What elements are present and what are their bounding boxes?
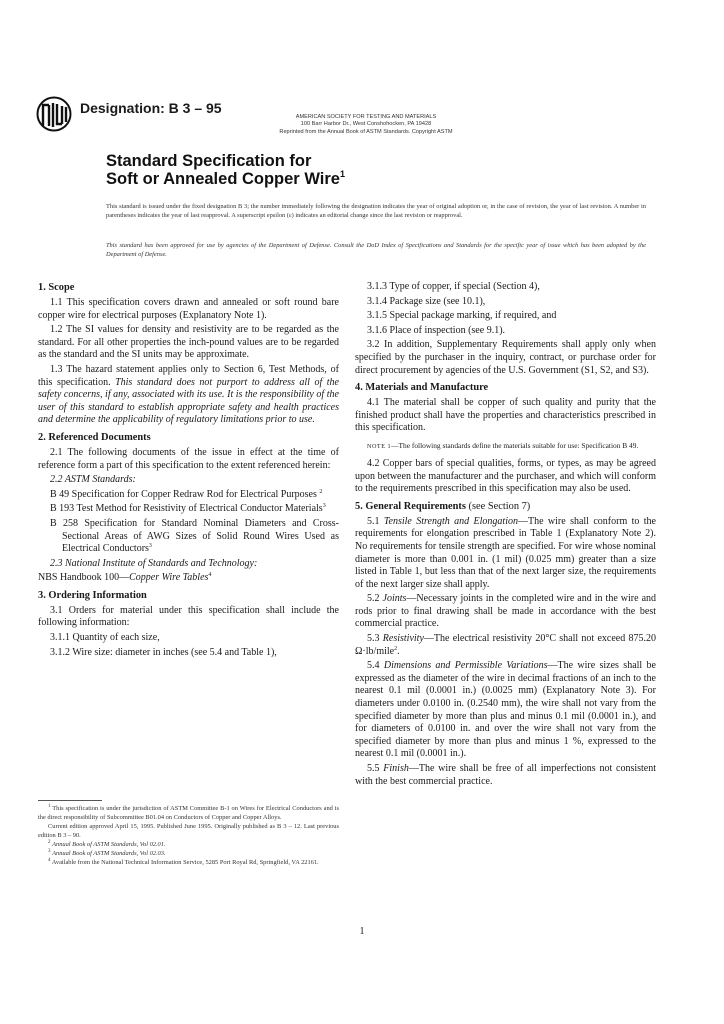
nbs-footnote-ref: 4 — [208, 572, 212, 579]
left-column — [38, 281, 339, 661]
nbs-handbook-label: NBS Handbook 100— — [38, 572, 130, 584]
paragraph-4-2: 4.2 Copper bars of special qualities, forms, or types, as may be agreed upon between the manufacturer and the purchaser, and which will conform to the requirements prescribed in this specification may also be used. — [355, 457, 656, 495]
paragraph-2-3: 2.3 National Institute of Standards and Technology: — [50, 557, 258, 569]
paragraph-3-1-6: 3.1.6 Place of inspection (see 9.1). — [367, 324, 506, 336]
paragraph-5-5 — [355, 763, 656, 788]
publisher-copyright: Reprinted from the Annual Book of ASTM Standards. Copyright ASTM — [279, 128, 453, 135]
footnote-3-text: Annual Book of ASTM Standards, Vol 02.03. — [52, 850, 166, 857]
paragraph-3-1-2: 3.1.2 Wire size: diameter in inches (see 5.4 and Table 1), — [50, 646, 277, 658]
paragraph-5-2-label: 5.2 — [367, 593, 383, 605]
paragraph-1-1: 1.1 This specification covers drawn and annealed or soft round bare copper wire for electrical purposes (Explanatory Note 1). — [38, 297, 339, 321]
reference-b49-text: B 49 Specification for Copper Redraw Rod for Electrical Purposes — [50, 488, 317, 500]
section-heading-scope: 1. Scope — [38, 282, 75, 293]
nbs-handbook-title: Copper Wire Tables — [129, 572, 209, 584]
paragraph-1-3-text: 1.3 The hazard statement applies only to Section 6, Test Methods, of this specification. — [38, 363, 339, 388]
paragraph-5-5-title: Finish — [383, 763, 409, 774]
paragraph-4-1: 4.1 The material shall be copper of such quality and purity that the finished product shall have the properties and characteristics prescribed in this specification. — [355, 397, 656, 434]
paragraph-3-1-4: 3.1.4 Package size (see 10.1), — [367, 295, 486, 307]
paragraph-5-5-label: 5.5 — [367, 763, 384, 774]
paragraph-5-4-text: —The wire sizes shall be expressed as the diameter of the wire in decimal fractions of an inch to the nearest 0.1 mil (0.0001 in.) (0.0025 mm) (Explanatory Note 3). For diameters under 0.0100 in. (0.2540 mm), the wire shall not vary from the specified diameter by more than plus and minus 0.1 mil (0.0001 in.), and for diameters of 0.0100 in. and over the wire shall not vary from the specified diameter by more than plus and minus 1 %, expressed to the nearest 0.1 mil (0.0001 in.). — [355, 660, 656, 760]
footnote-2: $^2$ Annual Book of ASTM Standards, Vol 02.01. — [48, 840, 166, 848]
paragraph-3-1-5: 3.1.5 Special package marking, if required, and — [367, 310, 557, 322]
reference-b193-footnote-ref: 3 — [322, 503, 326, 510]
paragraph-5-3-end: . — [397, 645, 400, 657]
safety-statement: This standard does not purport to address all of the safety concerns, if any, associated with its use. It is the responsibility of the user of this standard to establish appropriate safety and health practices and determine the applicability of regulatory limitations prior to use. — [38, 376, 339, 426]
paragraph-3-1-1: 3.1.1 Quantity of each size, — [50, 632, 160, 644]
general-requirements-ref: (see Section 7) — [465, 500, 531, 512]
designation: Designation: B 3 – 95 — [80, 100, 222, 116]
publisher-info — [236, 114, 496, 136]
paragraph-5-3-title: Resistivity — [382, 633, 424, 645]
footnotes — [38, 804, 339, 867]
paragraph-5-2 — [355, 593, 656, 631]
right-column — [355, 281, 656, 790]
paragraph-5-3 — [355, 633, 656, 658]
document-title — [106, 152, 345, 188]
defense-notice: This standard has been approved for use by agencies of the Department of Defense. Consult the DoD Index of Specifications and Standards for the specific year of issue which has been adopted by the Department of Defense. — [106, 242, 646, 258]
paragraph-2-2: 2.2 ASTM Standards: — [50, 474, 136, 486]
note-1-label: NOTE 1 — [367, 442, 392, 450]
paragraph-1-3 — [38, 364, 339, 427]
paragraph-5-4 — [355, 660, 656, 761]
section-heading-ordering-information: 3. Ordering Information — [38, 589, 147, 601]
paragraph-5-4-label: 5.4 — [367, 660, 384, 672]
paragraph-5-5-text: —The wire shall be free of all imperfections not consistent with the best commercial practice. — [355, 763, 657, 787]
footnote-1-edition: Current edition approved April 15, 1995. Published June 1995. Originally published as B 3 – 12. Last previous edition B 3 – 90. — [38, 823, 339, 839]
reference-b193 — [38, 503, 339, 516]
paragraph-5-3-superscript: 2 — [394, 645, 398, 652]
paragraph-1-2: 1.2 The SI values for density and resistivity are to be regarded as the standard. For all other properties the inch-pound values are to be regarded as the standard and the SI units may be approximate. — [38, 324, 339, 361]
footnote-3: $^3$ Annual Book of ASTM Standards, Vol 02.03. — [48, 849, 166, 857]
paragraph-5-3-label: 5.3 — [367, 633, 383, 645]
designation-notice: This standard is issued under the fixed designation B 3; the number immediately following the designation indicates the year of original adoption or, in the case of revision, the year of last revision. A number in parentheses indicates the year of last reapproval. A superscript epsilon (ε) indicates an editorial change since the last revision or reapproval. — [106, 203, 646, 219]
paragraph-3-1-3: 3.1.3 Type of copper, if special (Section 4), — [367, 281, 540, 292]
paragraph-5-1-title: Tensile Strength and Elongation — [383, 515, 518, 527]
paragraph-5-2-title: Joints — [382, 593, 407, 605]
footnote-2-text: Annual Book of ASTM Standards, Vol 02.01. — [52, 841, 166, 848]
paragraph-5-3-text: —The electrical resistivity 20°C shall not exceed 875.20 Ω·lb/mile — [355, 633, 657, 657]
reference-b193-text: B 193 Test Method for Resistivity of Electrical Conductor Materials — [50, 503, 323, 515]
paragraph-5-1-label: 5.1 — [367, 515, 384, 527]
paragraph-5-1-text: —The wire shall conform to the requirements for elongation prescribed in Table 1 (Explanatory Note 2). No requirements for tensile strength are specified. For wire whose nominal diameter is more than 0.001 in. (1 mil) (0.025 mm) greater than a size listed in Table 1, but less than that of the next larger size, the requirements of the next larger size shall apply. — [355, 515, 656, 590]
publisher-address: 100 Barr Harbor Dr., West Conshohocken, PA 19428 — [300, 121, 432, 128]
title-line-1: Standard Specification for — [106, 152, 312, 170]
paragraph-3-1: 3.1 Orders for material under this specification shall include the following information: — [38, 604, 339, 629]
title-footnote-ref: 1 — [339, 169, 345, 179]
reference-b258 — [38, 518, 339, 556]
footnote-1-text: This specification is under the jurisdiction of ASTM Committee B-1 on Wires for Electrical Conductors and is the direct responsibility of Subcommittee B01.04 on Conductors of Copper and Copper Alloys. — [38, 805, 340, 821]
paragraph-3-2: 3.2 In addition, Supplementary Requirements shall apply only when specified by the purchaser in the inquiry, contract, or purchase order for direct procurement by agencies of the U.S. Government (S1, S2, and S3). — [355, 339, 656, 376]
paragraph-5-4-title: Dimensions and Permissible Variations — [383, 660, 548, 672]
reference-nbs-handbook — [38, 572, 339, 585]
reference-b49 — [38, 489, 339, 502]
section-heading-general-requirements — [355, 500, 656, 513]
astm-logo — [36, 94, 72, 134]
footnote-1: $^1$ This specification is under the jurisdiction of ASTM Committee B-1 on Wires for Electrical Conductors and is the direct responsibility of Subcommittee B01.04 on Conductors of Copper and Copper Alloys. — [38, 804, 340, 821]
reference-b49-footnote-ref: 2 — [319, 488, 323, 495]
reference-b258-footnote-ref: 3 — [148, 543, 152, 550]
section-heading-referenced-documents: 2. Referenced Documents — [38, 431, 151, 443]
footnote-4: $^4$ Available from the National Technical Information Service, 5285 Port Royal Rd, Springfield, VA 22161. — [48, 858, 319, 866]
reference-b258-text: B 258 Specification for Standard Nominal Diameters and Cross-Sectional Areas of AWG Sizes of Solid Round Wires Used as Electrical Conductors — [50, 517, 339, 555]
note-1 — [355, 441, 656, 452]
note-1-text: —The following standards define the materials suitable for use: Specification B 49. — [391, 440, 639, 450]
paragraph-5-1 — [355, 516, 656, 592]
general-requirements-title: 5. General Requirements — [355, 500, 466, 512]
publisher-name: AMERICAN SOCIETY FOR TESTING AND MATERIALS — [295, 114, 437, 120]
title-line-2: Soft or Annealed Copper Wire — [106, 170, 340, 188]
section-heading-materials: 4. Materials and Manufacture — [355, 382, 489, 394]
paragraph-2-1: 2.1 The following documents of the issue in effect at the time of reference form a part of this specification to the extent referenced herein: — [38, 446, 339, 471]
footnote-4-text: Available from the National Technical Information Service, 5285 Port Royal Rd, Springfield, VA 22161. — [51, 859, 319, 866]
footnote-divider — [38, 800, 102, 801]
page-number: 1 — [359, 926, 365, 937]
paragraph-5-2-text: —Necessary joints in the completed wire and in the wire and rods prior to final drawing shall be made in accordance with the best commercial practice. — [355, 593, 657, 630]
